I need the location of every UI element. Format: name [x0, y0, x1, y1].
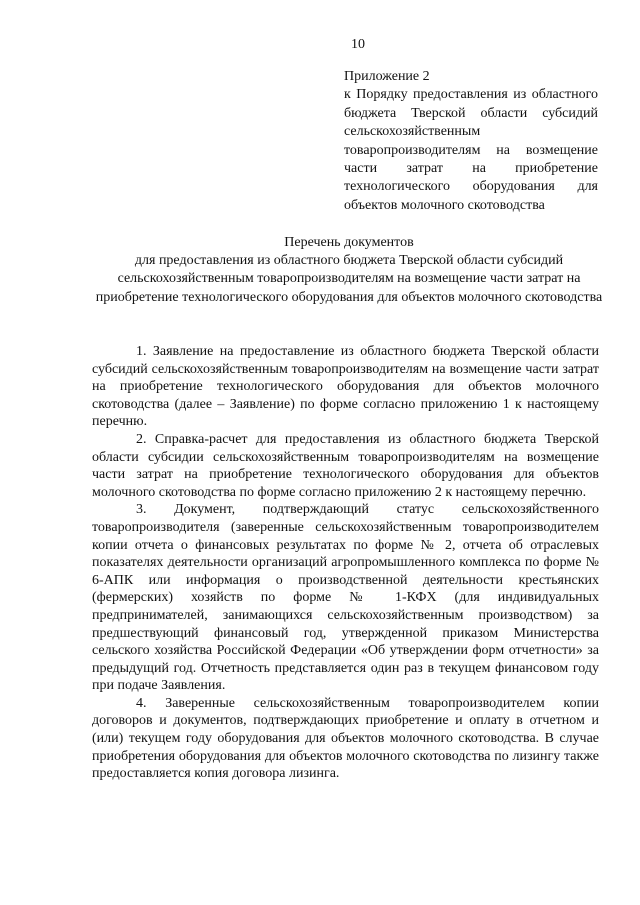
appendix-body: к Порядку предоставления из областного бюджета Тверской области субсидий сельскохозяйственным товаропроизводителям на возмещение части затрат на приобретение технологического оборудования для объектов молочного скотоводства	[344, 87, 598, 213]
documents-list	[92, 343, 599, 783]
list-item: 3. Документ, подтверждающий статус сельскохозяйственного товаропроизводителя (заверенные сельскохозяйственным товаропроизводителем копии отчета о финансовых результатах по форме № 2, отчета об отраслевых показателях деятельности организаций агропромышленного комплекса по форме № 6-АПК или информация о производственной деятельности крестьянских (фермерских) хозяйств по форме № 1-КФХ (для индивидуальных предпринимателей, занимающихся сельскохозяйственным производством) за предшествующий финансовый год, утвержденной приказом Министерства сельского хозяйства Российской Федерации «Об утверждении форм отчетности» за предыдущий год. Отчетность представляется один раз в текущем финансовом году при подаче Заявления.	[92, 502, 599, 694]
list-item: 4. Заверенные сельскохозяйственным товаропроизводителем копии договоров и документов, подтверждающих приобретение и оплату в отчетном и (или) текущем году оборудования для объектов молочного скотоводства. В случае приобретения оборудования для объектов молочного скотоводства по лизингу также предоставляется копия договора лизинга.	[92, 695, 599, 782]
appendix-block	[344, 68, 598, 215]
appendix-title: Приложение 2	[344, 69, 430, 84]
list-item: 1. Заявление на предоставление из областного бюджета Тверской области субсидий сельскохозяйственным товаропроизводителям на возмещение части затрат на приобретение технологического оборудования для объектов молочного скотоводства (далее – Заявление) по форме согласно приложению 1 к настоящему перечню.	[92, 344, 599, 430]
document-subtitle: для предоставления из областного бюджета Тверской области субсидий сельскохозяйственным товаропроизводителям на возмещение части затрат на приобретение технологического оборудования для объектов молочного скотоводства	[95, 253, 603, 305]
document-title: Перечень документов	[284, 235, 414, 250]
list-item: 2. Справка-расчет для предоставления из областного бюджета Тверской области субсидии сельскохозяйственным товаропроизводителям на возмещение части затрат на приобретение технологического оборудования для объектов молочного скотоводства по форме согласно приложению 2 к настоящему перечню.	[92, 431, 599, 500]
document-heading	[92, 234, 606, 307]
page-number: 10	[351, 37, 365, 52]
